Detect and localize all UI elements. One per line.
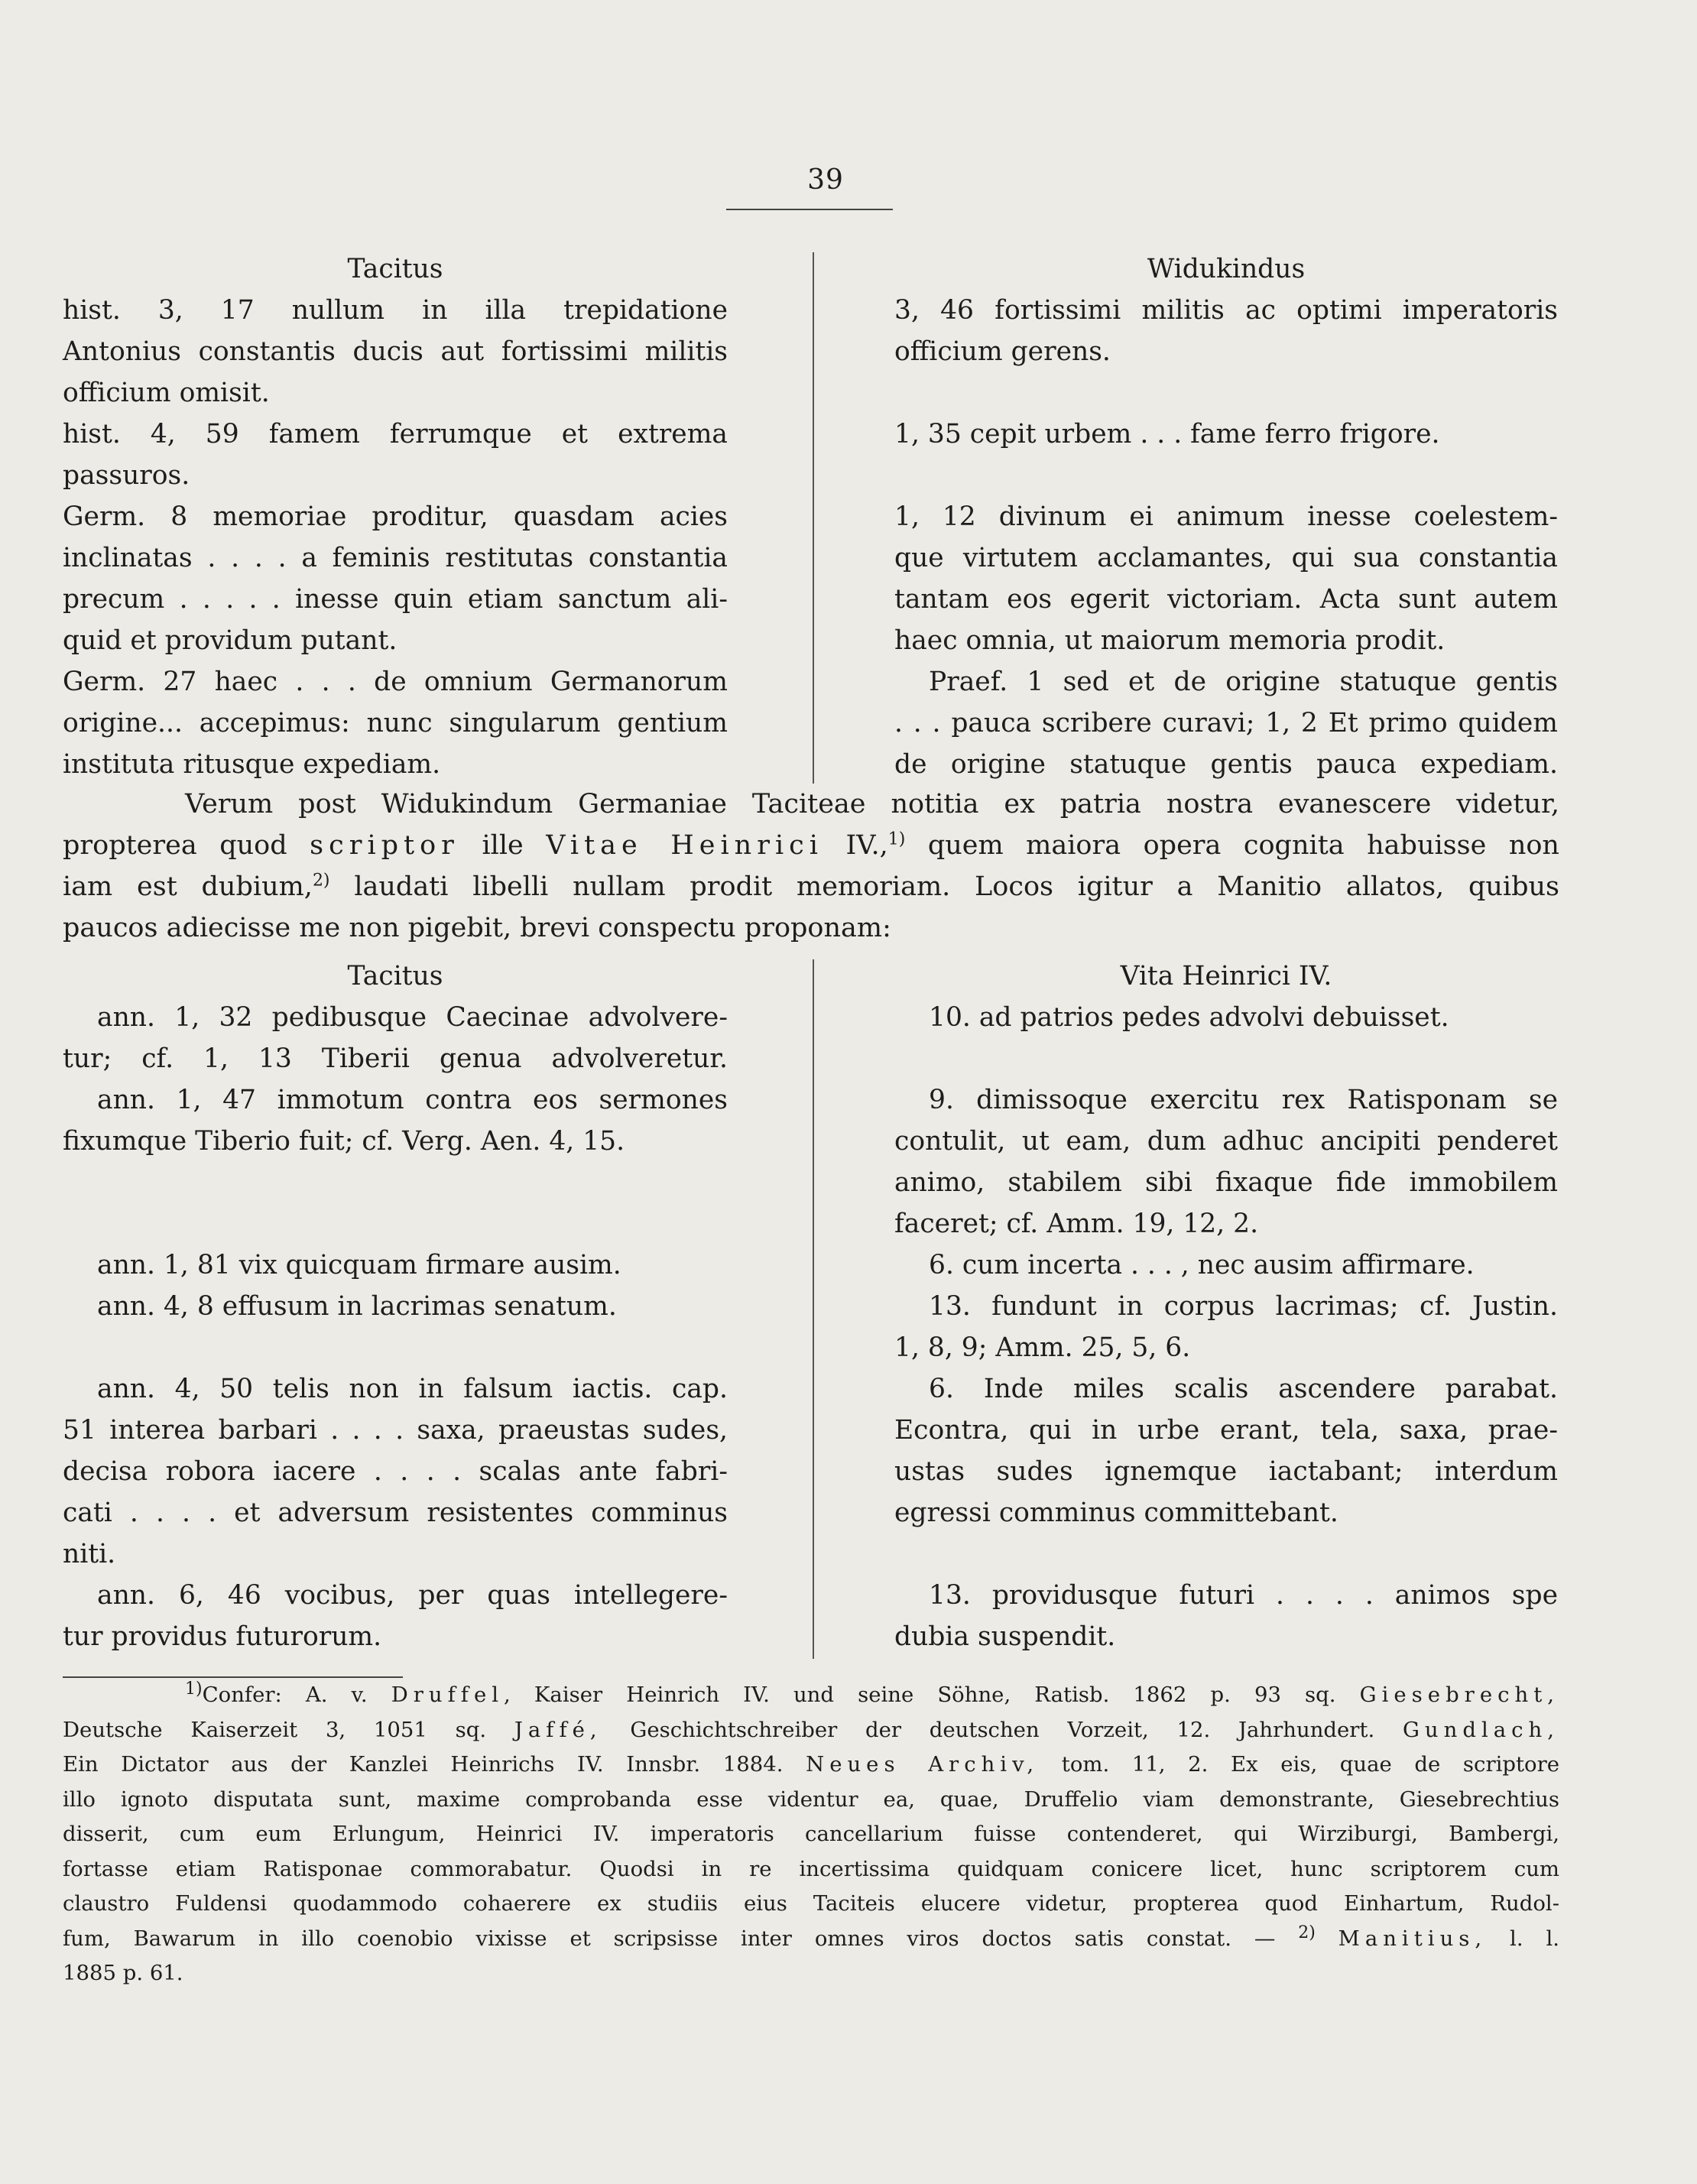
column-heading: Tacitus — [347, 254, 443, 284]
text-line: tur; cf. 1, 13 Tiberii genua advolveretur. — [63, 1043, 728, 1074]
prose-line: Verum post Widukindum Germaniae Taciteae notitia ex patria nostra evanescere videtur, — [185, 789, 1559, 819]
text-line: tur providus futurorum. — [63, 1621, 382, 1652]
footnote-text: l. l. — [1510, 1926, 1559, 1951]
footnote-line — [63, 1678, 1559, 1713]
text-line: 1, 35 cepit urbem . . . fame ferro frigore. — [894, 419, 1440, 449]
text-line: 9. dimissoque exercitu rex Ratisponam se — [929, 1085, 1558, 1115]
footnote-text: fum, Bawarum in illo coenobio vixisse et scripsisse inter omnes viros doctos satis constat. — — [63, 1926, 1276, 1951]
column-heading: Tacitus — [347, 961, 443, 991]
column-heading: Widukindus — [1147, 254, 1306, 284]
header-rule — [726, 209, 893, 210]
text-line: cati . . . . et adversum resistentes comminus — [63, 1498, 728, 1528]
text-line: inclinatas . . . . a feminis restitutas constantia — [63, 543, 728, 573]
prose-text: ille — [482, 830, 524, 861]
text-line: 13. fundunt in corpus lacrimas; cf. Justin. — [929, 1291, 1558, 1322]
text-line: dubia suspendit. — [894, 1621, 1116, 1652]
column-divider — [813, 959, 814, 1659]
text-line: passuros. — [63, 460, 190, 491]
footnote-line — [63, 1748, 1559, 1783]
section1-left-column — [63, 248, 728, 785]
footnote-text — [185, 1679, 368, 1707]
text-line: Praef. 1 sed et de origine statuque gentis — [929, 667, 1558, 697]
text-line: ann. 1, 81 vix quicquam firmare ausim. — [97, 1250, 621, 1280]
text-line: officium omisit. — [63, 378, 270, 408]
footnote-text: tom. 11, 2. Ex eis, quae de scriptore — [1061, 1752, 1560, 1777]
text-line: 1, 12 divinum ei animum inesse coelestem- — [894, 501, 1558, 532]
footnote-ref[interactable]: 1) — [887, 829, 906, 849]
blank-line — [894, 1533, 1558, 1575]
text-line: instituta ritusque expediam. — [63, 749, 441, 780]
text-line: haec omnia, ut maiorum memoria prodit. — [894, 625, 1446, 656]
footnote-text: Geschichtschreiber der deutschen Vorzeit, 12. Jahrhundert. — [630, 1717, 1375, 1742]
footnote-text: Ein Dictator aus der Kanzlei Heinrichs IV. Innsbr. 1884. — [63, 1752, 784, 1777]
blank-line — [63, 1162, 728, 1203]
prose-text: IV., — [845, 830, 888, 861]
spaced-text: Vitae Heinrici — [546, 830, 823, 861]
text-line: 51 interea barbari . . . . saxa, praeustas sudes, — [63, 1415, 728, 1446]
section2-right-column — [894, 956, 1558, 1657]
footnote-text: , Kaiser Heinrich IV. und seine Söhne, Ratisb. 1862 p. 93 sq. — [504, 1683, 1336, 1707]
column-divider — [813, 252, 814, 784]
footnote-marker: 1) — [185, 1679, 203, 1699]
footnote-marker: 2) — [1298, 1923, 1316, 1942]
footnote-text — [1298, 1923, 1488, 1951]
footnote-ref[interactable]: 2) — [312, 871, 330, 891]
text-line: ann. 6, 46 vocibus, per quas intellegere- — [97, 1580, 728, 1611]
text-line: ann. 4, 50 telis non in falsum iactis. cap. — [97, 1374, 728, 1404]
text-line: fixumque Tiberio fuit; cf. Verg. Aen. 4, 15. — [63, 1126, 625, 1157]
prose-line: paucos adiecisse me non pigebit, brevi conspectu proponam: — [63, 913, 891, 943]
text-line: precum . . . . . inesse quin etiam sanctum ali- — [63, 584, 728, 615]
text-line: Antonius constantis ducis aut fortissimi militis — [63, 336, 728, 367]
spaced-name: Druffel — [391, 1683, 505, 1707]
section1-right-column — [894, 248, 1558, 785]
text-line: niti. — [63, 1539, 116, 1569]
text-line: ann. 1, 47 immotum contra eos sermones — [97, 1085, 728, 1115]
text-line: . . . pauca scribere curavi; 1, 2 Et primo quidem — [894, 708, 1558, 738]
footnote-line — [63, 1713, 1559, 1748]
text-line: tantam eos egerit victoriam. Acta sunt autem — [894, 584, 1558, 615]
text-line: que virtutem acclamantes, qui sua constantia — [894, 543, 1558, 573]
text-line: hist. 3, 17 nullum in illa trepidatione — [63, 295, 728, 326]
spaced-name: Jaffé, — [514, 1717, 602, 1742]
prose-text: quem maiora opera cognita habuisse non — [927, 830, 1559, 861]
prose-text: iam est dubium, — [63, 871, 313, 902]
footnote-line: 1885 p. 61. — [63, 1961, 183, 1985]
text-line: 6. cum incerta . . . , nec ausim affirmare. — [929, 1250, 1475, 1280]
footnotes — [63, 1678, 1559, 1991]
text-line: 3, 46 fortissimi militis ac optimi imperatoris — [894, 295, 1558, 326]
column-heading: Vita Heinrici IV. — [1120, 961, 1332, 991]
text-line: de origine statuque gentis pauca expediam. — [894, 749, 1558, 780]
text-line: 6. Inde miles scalis ascendere parabat. — [929, 1374, 1558, 1404]
footnote-text: Deutsche Kaiserzeit 3, 1051 sq. — [63, 1717, 487, 1742]
text-line: ann. 1, 32 pedibusque Caecinae advolvere- — [97, 1002, 728, 1033]
text-line: ann. 4, 8 effusum in lacrimas senatum. — [97, 1291, 617, 1322]
text-line: Germ. 8 memoriae proditur, quasdam acies — [63, 501, 728, 532]
text-line: officium gerens. — [894, 336, 1111, 367]
blank-line — [894, 1038, 1558, 1079]
prose-text: propterea quod — [63, 830, 287, 861]
footnote-line: disserit, cum eum Erlungum, Heinrici IV. imperatoris cancellarium fuisse contenderet, qui Wirziburgi, Bambergi, — [63, 1822, 1559, 1846]
text-line: Germ. 27 haec . . . de omnium Germanorum — [63, 667, 728, 697]
spaced-name: Gundlach, — [1402, 1717, 1560, 1742]
text-line: 13. providusque futuri . . . . animos spe — [929, 1580, 1558, 1611]
footnote-line — [63, 1922, 1559, 1957]
text-line: animo, stabilem sibi fixaque fide immobilem — [894, 1167, 1558, 1198]
text-line: 10. ad patrios pedes advolvi debuisset. — [929, 1002, 1449, 1033]
section2-left-column — [63, 956, 728, 1657]
blank-line — [894, 372, 1558, 414]
footnote-line: fortasse etiam Ratisponae commorabatur. Quodsi in re incertissima quidquam conicere licet, hunc scriptorem cum — [63, 1856, 1559, 1881]
text-line: origine... accepimus: nunc singularum gentium — [63, 708, 728, 738]
text-line: decisa robora iacere . . . . scalas ante fabri- — [63, 1456, 728, 1487]
text-line: ustas sudes ignemque iactabant; interdum — [894, 1456, 1558, 1487]
footnote-line: illo ignoto disputata sunt, maxime comprobanda esse videntur ea, quae, Druffelio viam demonstrante, Giesebrechtius — [63, 1786, 1559, 1812]
text-line: quid et providum putant. — [63, 625, 397, 656]
page-number: 39 — [807, 164, 844, 196]
text-line: contulit, ut eam, dum adhuc ancipiti penderet — [894, 1126, 1558, 1157]
spaced-text: scriptor — [310, 830, 459, 861]
blank-line — [63, 1203, 728, 1245]
prose-line — [63, 825, 1559, 866]
spaced-name: Giesebrecht, — [1359, 1683, 1559, 1707]
text-line: hist. 4, 59 famem ferrumque et extrema — [63, 419, 728, 449]
footnote-text — [391, 1683, 1336, 1707]
text-line: Econtra, qui in urbe erant, tela, saxa, prae- — [894, 1415, 1558, 1446]
blank-line — [894, 455, 1558, 496]
prose-paragraph — [63, 784, 1559, 949]
text-line: faceret; cf. Amm. 19, 12, 2. — [894, 1209, 1259, 1239]
text-line: 1, 8, 9; Amm. 25, 5, 6. — [894, 1332, 1191, 1363]
footnote-text: Confer: A. v. — [202, 1683, 368, 1707]
footnote-line: claustro Fuldensi quodammodo cohaerere ex studiis eius Taciteis elucere videtur, propterea quod Einhartum, Rudol- — [63, 1891, 1559, 1916]
prose-text: laudati libelli nullam prodit memoriam. Locos igitur a Manitio allatos, quibus — [354, 871, 1560, 902]
spaced-name: Neues Archiv, — [806, 1752, 1040, 1777]
spaced-name: Manitius, — [1338, 1926, 1488, 1951]
text-line: egressi comminus committebant. — [894, 1498, 1338, 1528]
prose-text — [845, 830, 905, 861]
prose-line — [63, 866, 1559, 907]
prose-text — [63, 871, 330, 902]
blank-line — [63, 1327, 728, 1368]
